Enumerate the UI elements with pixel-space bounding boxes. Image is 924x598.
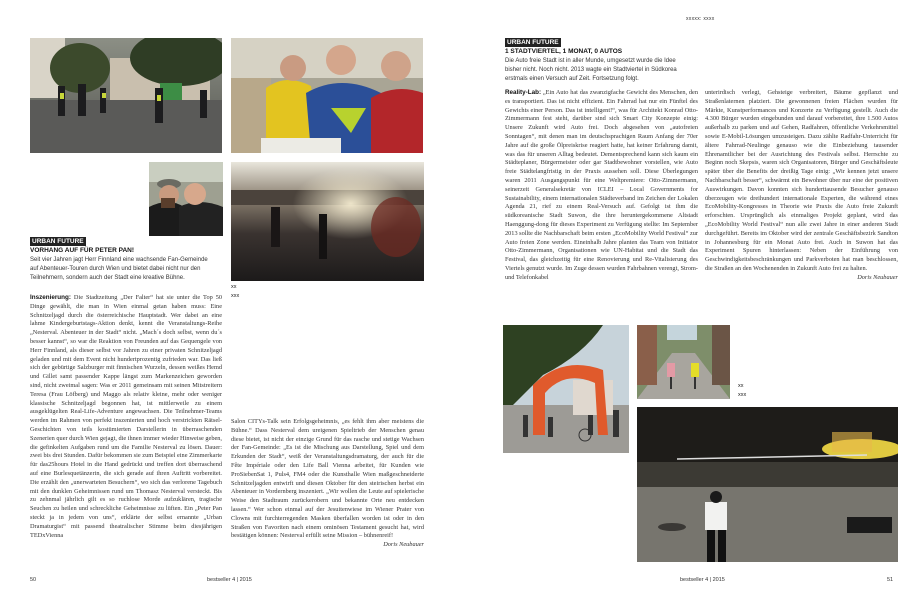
body-text: Die Stadtzeitung „Der Falter“ hat sie unter die Top 50 Dinge gewählt, die man in Wien einmal getan haben muss: Eine Schnitzeljagd durch die österreichische Hauptstadt. Wer dabei an eine lahme Kindergeburtstags-Aktion denkt, kennt die Veranstaltungs-Reihe „Nesterval. Abenteuer in der Stadt“ nicht. „Mach´s doch selbst, wenn du´s besser kannst“, so war die Reaktion von Freunden auf das Gequengele von Herr Finnland, als dieser selbst vor Jahren zu einer privaten Schnitzeljagd geladen und mit dem Event nicht hundertprozentig zufrieden war. Das ließ sich der gebürtige Salzburger mit finnischen Wurzeln, dessen weißes Hemd und Gillet samt passender Kappe längst zum Markenzeichen geworden sind, nicht zweimal sagen: Was er 2011 gemeinsam mit seinen Mitstreitern Teresa (Frau Löfberg) und Maggo als relativ kleine, mehr oder weniger klassische Schnitzeljagd begonnen hat, ist mittlerweile zu einem ausgeklügelten Real-Life-Adventure angewachsen. Die Teilnehmer-Teams werden im Rahmen von perfekt inszenierten und hoch verstrickten Rätsel-Geschichten von teils kostümierten Darstellerin in überraschenden Szenerien quer durch Wien gejagt, die ihnen immer wieder Hinweise geben, die gefinkelten Aufgaben rund um die Familie Nesterval zu lösen. Dauer: zwei bis drei Stunden. Dafür bekommen sie zum Beispiel eine Zimmerkarte für das25hours Hotel in die Hand gedrückt und treffen dort überraschend auf eine Burlesquetänzerin, die sich gerade auf ihren Auftritt vorbereitet. Die erzählt den „unerwarteten Besuchern“, wo sich das verlorene Tagebuch mit den dunklen Geheimnissen rund um Thomasz Nesterval versteckt. Bis zu zehnmal jährlich gilt es so ruchlose Morde aufzuklären, tragische Seuchen zu heilen und schreckliche Geheimnisse zu lüften. Ein „Peter Pan steckt ja in jedem von uns“, erklärte der selbst ernannte „Urban Dramaturgist“ mit passend theatralischer Stimme beim diesjährigen TEDxVienna <box>30 294 222 539</box>
photo-caption <box>231 283 239 301</box>
photo-group-map <box>231 38 423 153</box>
photo-cyclists-street-image <box>637 325 730 399</box>
photo-sunset-square <box>231 162 424 281</box>
body-column-2 <box>231 418 424 563</box>
photo-orange-arch <box>503 325 629 453</box>
photo-runners-image <box>30 38 222 153</box>
photo-night-badminton <box>637 407 898 562</box>
author-byline: Doris Neubauer <box>857 273 898 281</box>
body-column-1 <box>505 89 698 315</box>
page-number: 51 <box>887 577 894 583</box>
runin-heading: Reality-Lab: <box>505 89 542 96</box>
photo-caption <box>738 382 746 400</box>
article-lead: Seit vier Jahren jagt Herr Finnland eine wachsende Fan-Gemeinde auf Abenteuer-Touren durch Wien und bietet dabei nicht nur den Teilnehmern, sondern auch der Stadt eine kreative Bühne. <box>30 257 208 281</box>
body-column-1 <box>30 294 222 560</box>
article-headline: 1 STADTVIERTEL, 1 MONAT, 0 AUTOS <box>505 48 623 55</box>
photo-two-men <box>149 162 223 236</box>
body-column-2 <box>705 89 898 315</box>
caption-line-1: xx <box>231 284 237 290</box>
photo-night-badminton-image <box>637 407 898 562</box>
section-kicker: URBAN FUTURE <box>32 238 84 245</box>
caption-line-1: xx <box>738 383 744 389</box>
issue-label: bestseller 4 | 2015 <box>680 577 725 583</box>
caption-line-2: xxx <box>231 293 240 299</box>
page-number: 50 <box>30 577 37 583</box>
photo-sunset-square-image <box>231 162 424 281</box>
body-text: unterirdisch verlegt, Gehsteige verbreitert, Bäume gepflanzt und Straßenlaternen platziert. Die gewonnenen freien Flächen wurden für Märkte, Kunstperformances und Konzerte zu Verfügung gestellt. Auch die 4.300 Bürger wurden eingebunden und darauf vorbereitet, ihre 1.500 Autos außerhalb zu parken und auf Gehen, Radfahren, öffentliche Verkehrsmittel sowie E-Mobil-Lösungen umzusteigen. Dazu zählte Radfahr-Unterricht für ältere Fahrrad-Neulinge genauso wie die Einbeziehung tausender Ehrenamtlicher bei der Ausrichtung des Festivals selbst. Herrschte zu Beginn noch Skepsis, waren sich Organisatoren, Bürger und Geschäftsleute später über die Benefits der dreißig Tage einig: „Wir kennen jetzt unsere Nachbarschaft besser“, schwärmt ein Bewohner über nur eine der positiven Auswirkungen. Davon konnten sich hunderttausende Besucher genauso überzeugen wie dreihundert internationale Experten, die während eines EcoMobility-Kongresses in Theorie wie Praxis die Auto freie Zukunft erforschten. Ursprünglich als einmaliges Projekt geplant, wird das „EcoMobility World Festival“ nun alle zwei Jahre in einer anderen Stadt durchgeführt. Bereits im Oktober wird der zentrale Geschäftsbezirk Sandton in Johannesburg für ein Monat Auto frei. Auch in Suwon hat das Experiment Spuren hinterlassen: Neben der Einführung von Geschwindigkeitsbeschränkungen und Parkverboten hat man beschlossen, die Straßen an den Wochenenden in Zukunft Auto frei zu halten. <box>705 89 898 272</box>
right-page <box>462 0 924 598</box>
photo-group-map-image <box>231 38 423 153</box>
body-text: „Ein Auto hat das zwanzigfache Gewicht des Menschen, den es transportiert. Das ist nicht effizient. Ein Fahrrad hat nur ein Fünftel des Gewichts einer Person. Das ist intelligent!“, was für Architekt Konrad Otto-Zimmermann fest steht, darüber sind sich Smart City Konzepte einig: Unsere Zukunft wird Auto frei. Doch abgesehen von „autofreien Sonntagen“, mit denen man im deutschsprachigen Raum Anfang der 70er Jahre auf die große Ölpreiskrise reagiert hatte, hat keiner Erfahrung damit, was das für unseren Alltag bedeutet. Dementsprechend kann sich kaum ein Städteplaner, Bürgermeister oder gar Stadtbewohner vorstellen, wie Auto freie Städtelangfristig in der Praxis aussehen soll. Diese Überlegungen waren 2011 Ausgangspunkt für eine Weltpremiere: Otto-Zimmermann, seinerzeit Generalsekretär von ICLEI – Local Governments for Sustainability, einem internationalen Städteverband im Zeichen der Lokalen Agenda 21, rief zu einem Real-Versuch auf. Gefolgt ist ihm die südkoreanische Stadt Suwon, die ihre heruntergekommene Altstadt Haenggung-dong für dieses Experiment zu Verfügung stellte: Im September 2013 sollte die Nachbarschaft beim ersten „EcoMobility World Festival“ zur Auto freien Zone werden. Eineinhalb Jahre planten das Team von Initiator Otto-Zimmermann, Organisationen wie UN-Habitat und die Stadt das Festival, das gleichzeitig für eine Renovierung und Re-Vitalisierung des Viertels genutzt wurde. Im Zuge dessen wurden Fahrbahnen verengt, Strom- und Telefonkabel <box>505 89 698 281</box>
photo-runners <box>30 38 222 153</box>
article-headline: VORHANG AUF FÜR PETER PAN! <box>30 247 134 254</box>
issue-label: bestseller 4 | 2015 <box>207 577 252 583</box>
runin-heading: Inszenierung: <box>30 294 71 301</box>
running-header: xxxxx: xxxx <box>686 16 715 22</box>
photo-cyclists-street <box>637 325 730 399</box>
article-lead: Die Auto freie Stadt ist in aller Munde, umgesetzt wurde die Idee bisher nicht. Noch nicht. 2013 wagte ein Stadtviertel in Südkorea erstmals einen Versuch auf Zeit. Fortsetzung folgt. <box>505 58 677 82</box>
caption-line-2: xxx <box>738 392 747 398</box>
photo-two-men-image <box>149 162 223 236</box>
photo-orange-arch-image <box>503 325 629 453</box>
section-kicker: URBAN FUTURE <box>507 39 559 46</box>
author-byline: Doris Neubauer <box>383 541 424 549</box>
body-text: Salon CITYs-Talk sein Erfolgsgeheimnis, „es fehlt ihm aber meistens die Bühne.“ Dass Nesterval dem ureigenen Spieltrieb der Menschen genau diese bietet, ist nicht der einzige Grund für das rasche und stetige Wachsen der Fan-Gemeinde: „Es ist die Mischung aus Darstellung, Spiel und dem Erkunden der Stadt“, weiß der Veranstaltungsdramaturg, der auch für die Fête Impériale oder den Life Ball Vienna arbeitet, für Kunden wie ProSiebenSat 1, Puls4, FM4 oder die Kunsthalle Wien maßgeschneiderte Schnitzeljagden entwirft und diesen Oktober für den steirischen herbst ein Abenteuer in Vordernberg inszeniert. „Wir wollen die Leute auf spielerische Weise den Stadtraum zurückerobern und bekannte Orte neu entdecken lassen.“ Wer schon einmal auf der Jesuitenwiese im Wiener Prater von Clowns mit furchterregenden Masken überfallen worden ist oder in den Straßen von Favoriten nach einem ominösen Testament gesucht hat, wird bestätigen können: Nesterval erfüllt seine Mission – bühnenreif! <box>231 418 424 540</box>
